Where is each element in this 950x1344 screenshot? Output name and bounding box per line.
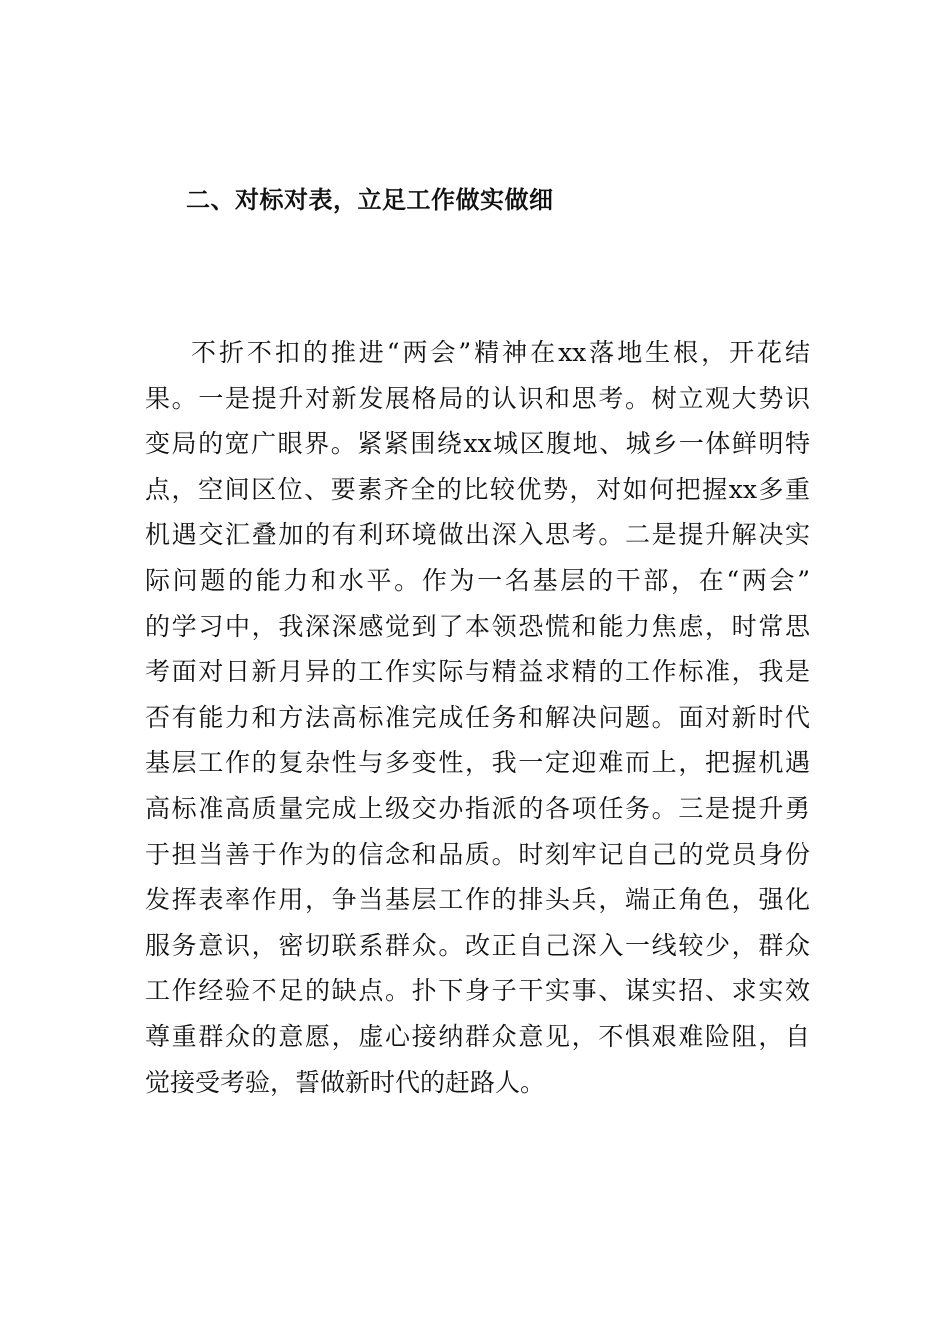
paragraph-line: 于担当善于作为的信念和品质。时刻牢记自己的党员身份 [145, 839, 810, 869]
paragraph-line: 考面对日新月异的工作实际与精益求精的工作标准，我是 [145, 657, 810, 687]
paragraph-line: 服务意识，密切联系群众。改正自己深入一线较少，群众 [145, 930, 810, 960]
paragraph-line: 工作经验不足的缺点。扑下身子干实事、谋实招、求实效 [145, 976, 810, 1006]
body-paragraph [145, 330, 810, 1105]
paragraph-line: 尊重群众的意愿，虚心接纳群众意见，不惧艰难险阻，自 [145, 1021, 810, 1051]
paragraph-line: 觉接受考验，誓做新时代的赶路人。 [145, 1067, 546, 1097]
section-heading: 二、对标对表，立足工作做实做细 [186, 185, 554, 214]
paragraph-line: 变局的宽广眼界。紧紧围绕xx城区腹地、城乡一体鲜明特 [145, 429, 810, 459]
paragraph-line: 的学习中，我深深感觉到了本领恐慌和能力焦虑，时常思 [145, 611, 810, 641]
paragraph-line: 际问题的能力和水平。作为一名基层的干部，在“两会” [145, 565, 810, 595]
paragraph-line: 点，空间区位、要素齐全的比较优势，对如何把握xx多重 [145, 474, 810, 504]
paragraph-line: 果。一是提升对新发展格局的认识和思考。树立观大势识 [145, 383, 810, 413]
paragraph-line: 机遇交汇叠加的有利环境做出深入思考。二是提升解决实 [145, 520, 810, 550]
paragraph-line: 基层工作的复杂性与多变性，我一定迎难而上，把握机遇 [145, 748, 810, 778]
paragraph-line: 否有能力和方法高标准完成任务和解决问题。面对新时代 [145, 702, 810, 732]
paragraph-line: 发挥表率作用，争当基层工作的排头兵，端正角色，强化 [145, 885, 810, 915]
paragraph-line: 高标准高质量完成上级交办指派的各项任务。三是提升勇 [145, 793, 810, 823]
paragraph-line: 不折不扣的推进“两会”精神在xx落地生根，开花结 [191, 338, 810, 367]
